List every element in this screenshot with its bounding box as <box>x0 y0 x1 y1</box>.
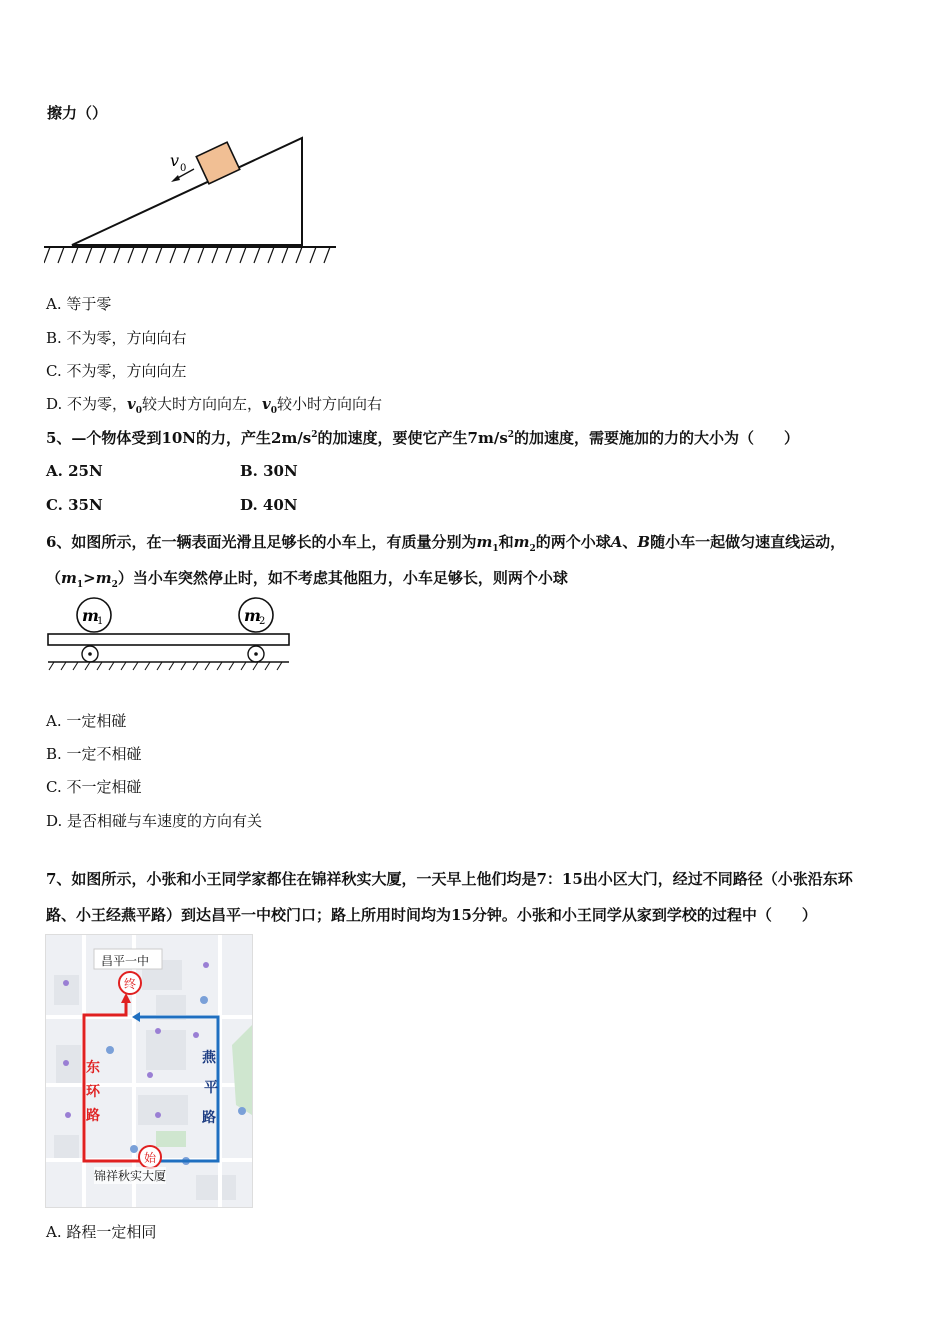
q4-stem-tail: 擦力（） <box>47 104 108 122</box>
ball-m2-label: m <box>244 606 261 625</box>
right-road-char-2: 平 <box>204 1080 218 1096</box>
q6-option-b[interactable]: B. 一定不相碰 <box>46 745 142 763</box>
route-map <box>45 934 253 1208</box>
svg-text:1: 1 <box>97 616 104 627</box>
q4-option-d[interactable]: D. 不为零，$v_0$较大时方向向左，$v_0$较小时方向向右 <box>46 395 383 416</box>
q7-stem-line2: 路、小王经燕平路）到达昌平一中校门口；路上所用时间均为15分钟。小张和小王同学从家到学校的过程中（ ） <box>46 906 817 924</box>
q6-option-d[interactable]: D. 是否相碰与车速度的方向有关 <box>46 812 263 830</box>
incline-triangle <box>72 138 302 245</box>
q7-option-a[interactable]: A. 路程一定相同 <box>46 1223 157 1241</box>
velocity-label: v <box>170 151 180 170</box>
school-label: 昌平一中 <box>101 954 150 968</box>
q5-stem: 5、—个物体受到10N的力，产生$2m/s^2$的加速度，要使它产生$7m/s^2$的加速度，需要施加的力的大小为（ ） <box>46 429 800 447</box>
q5-option-a[interactable]: A. 25N <box>46 462 103 480</box>
q6-stem-line1: 6、如图所示，在一辆表面光滑且足够长的小车上，有质量分别为$m_1$和$m_2$的两个小球A、B随小车一起做匀速直线运动， <box>46 533 846 554</box>
q5-option-c[interactable]: C. 35N <box>46 496 103 514</box>
right-road-char-3: 路 <box>202 1110 216 1126</box>
incline-figure <box>44 133 339 268</box>
q6-option-c[interactable]: C. 不一定相碰 <box>46 778 142 796</box>
svg-text:2: 2 <box>259 616 266 627</box>
q4-option-a[interactable]: A. 等于零 <box>46 295 112 313</box>
q5-option-b[interactable]: B. 30N <box>240 462 298 480</box>
left-road-char-2: 环 <box>86 1084 100 1100</box>
q7-stem-line1: 7、如图所示，小张和小王同学家都住在锦祥秋实大厦，一天早上他们均是7：15出小区大门，经过不同路径（小张沿东环 <box>46 870 853 888</box>
cart-figure <box>44 596 294 672</box>
q6-stem-line2: $(m_1>m_2)$当小车突然停止时，如不考虑其他阻力，小车足够长，则两个小球 <box>46 569 568 590</box>
q4-option-b[interactable]: B. 不为零，方向向右 <box>46 329 187 347</box>
velocity-sub: 0 <box>180 163 187 174</box>
cart-body <box>48 634 289 645</box>
q5-option-d[interactable]: D. 40N <box>240 496 298 514</box>
left-road-char-1: 东 <box>86 1060 100 1076</box>
q4-option-c[interactable]: C. 不为零，方向向左 <box>46 362 187 380</box>
right-road-char-1: 燕 <box>202 1050 216 1066</box>
end-marker-label: 终 <box>124 977 137 991</box>
q6-option-a[interactable]: A. 一定相碰 <box>46 712 127 730</box>
block <box>196 142 239 184</box>
start-marker-label: 始 <box>144 1151 157 1165</box>
building-label: 锦祥秋实大厦 <box>94 1169 167 1183</box>
left-road-char-3: 路 <box>86 1108 100 1124</box>
ball-m1-label: m <box>82 606 99 625</box>
ground-hatch <box>44 247 330 263</box>
